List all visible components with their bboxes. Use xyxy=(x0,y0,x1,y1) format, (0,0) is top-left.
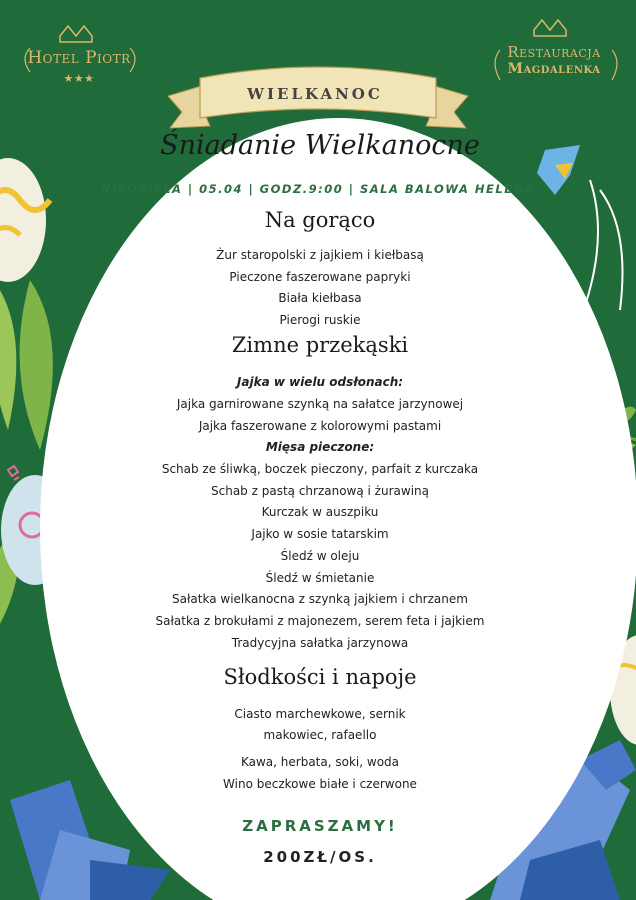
menu-item: Biała kiełbasa xyxy=(278,291,362,305)
menu-item: Sałatka z brokułami z majonezem, serem feta i jajkiem xyxy=(155,614,485,628)
menu-item: Jajka garnirowane szynką na sałatce jarzynowej xyxy=(176,397,464,411)
restaurant-logo-line2: Magdalenka xyxy=(507,61,601,77)
hotel-logo xyxy=(14,48,144,85)
menu-item: Pieczone faszerowane papryki xyxy=(229,270,411,284)
menu-item: Żur staropolski z jajkiem i kiełbasą xyxy=(216,248,424,262)
menu-item: Wino beczkowe białe i czerwone xyxy=(223,777,417,791)
menu-item: Schab ze śliwką, boczek pieczony, parfait z kurczaka xyxy=(161,462,479,476)
invitation-text: ZAPRASZAMY! xyxy=(242,817,398,835)
menu-item: Schab z pastą chrzanową i żurawiną xyxy=(211,484,429,498)
hotel-logo-stars: ★★★ xyxy=(63,72,95,85)
banner-label: WIELKANOC xyxy=(247,85,383,103)
menu-item: Jajko w sosie tatarskim xyxy=(251,527,389,541)
menu-item: Kurczak w auszpiku xyxy=(261,505,379,519)
section-title-sweets: Słodkości i napoje xyxy=(223,665,417,689)
event-details: NIEDZIELA | 05.04 | GODZ.9:00 | SALA BALOWA HELENA xyxy=(100,182,536,196)
restaurant-logo xyxy=(494,44,614,78)
section-title-hot: Na gorąco xyxy=(264,208,376,232)
hotel-logo-name: Hotel Piotr xyxy=(27,48,131,68)
price-label: 200ZŁ/OS. xyxy=(263,848,377,866)
menu-item: Ciasto marchewkowe, sernik xyxy=(234,707,406,721)
menu-item: Tradycyjna sałatka jarzynowa xyxy=(231,636,409,650)
menu-item: Śledź w oleju xyxy=(280,549,360,563)
menu-item: Pierogi ruskie xyxy=(279,313,361,327)
menu-item: Kawa, herbata, soki, woda xyxy=(240,755,400,769)
menu-item: Śledź w śmietanie xyxy=(265,571,375,585)
menu-item: Jajka faszerowane z kolorowymi pastami xyxy=(198,419,442,433)
subheading-meats: Mięsa pieczone: xyxy=(265,440,375,454)
restaurant-logo-line1: Restauracja xyxy=(507,43,601,61)
section-title-cold: Zimne przekąski xyxy=(231,333,409,357)
subheading-eggs: Jajka w wielu odsłonach: xyxy=(236,375,404,389)
menu-item: makowiec, rafaello xyxy=(263,728,377,742)
menu-item: Sałatka wielkanocna z szynką jajkiem i chrzanem xyxy=(172,592,468,606)
page-title: Śniadanie Wielkanocne xyxy=(160,130,480,161)
